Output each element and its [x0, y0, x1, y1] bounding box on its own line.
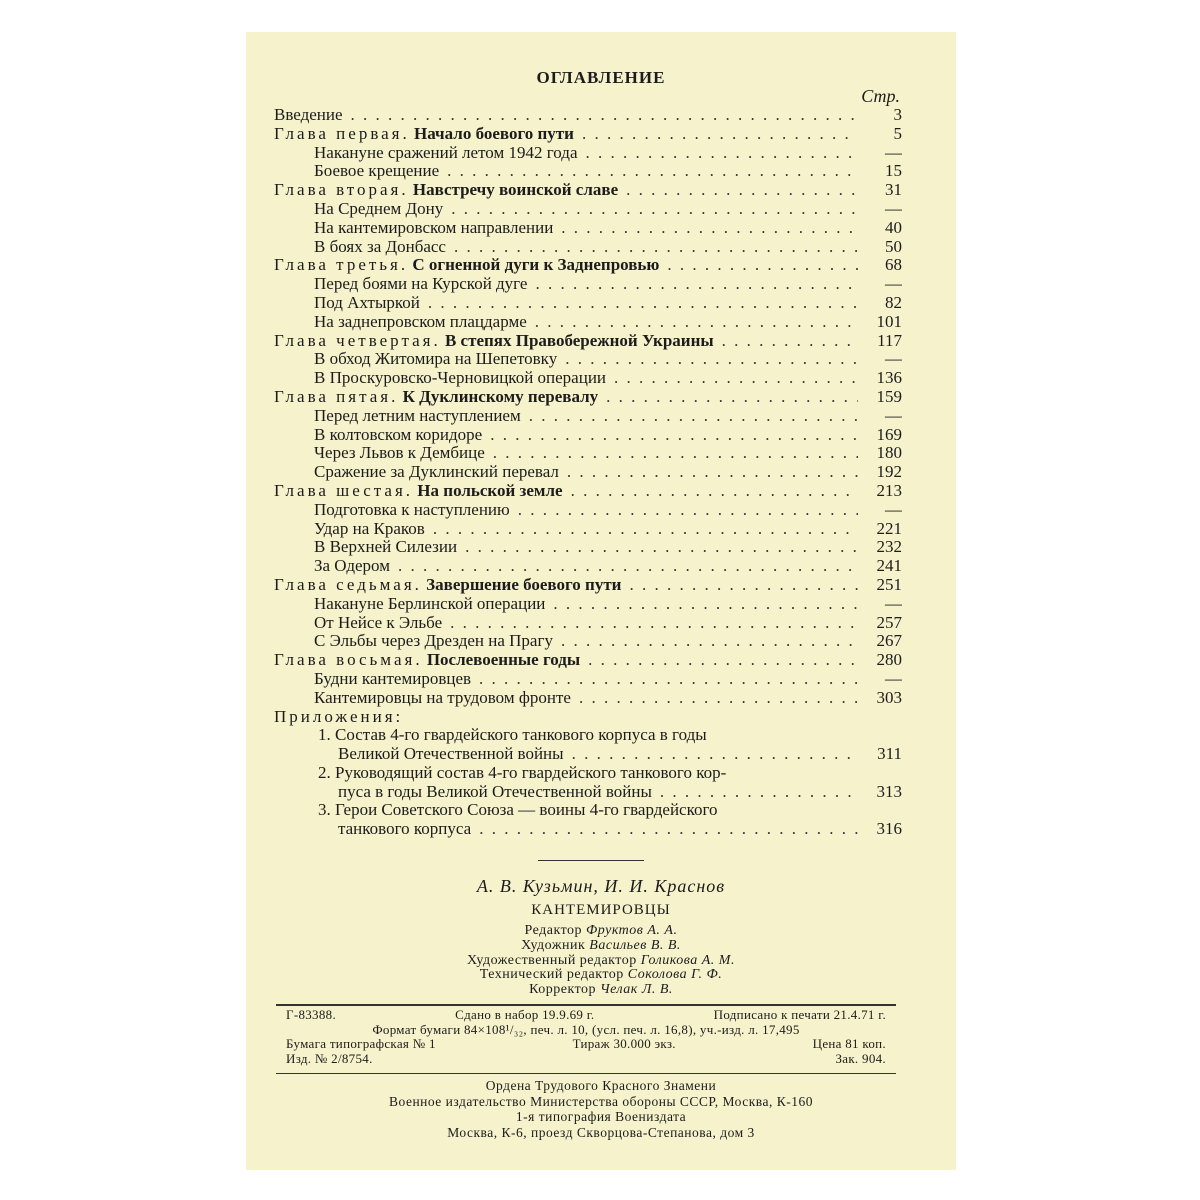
toc-entry — [274, 482, 902, 501]
page-number: 31 — [885, 181, 902, 200]
toc-entry-label — [274, 332, 714, 351]
chapter-number: Глава третья. — [274, 256, 409, 275]
leader-dots — [606, 369, 858, 388]
chapter-title: Начало боевого пути — [414, 124, 574, 143]
imprint-line — [286, 1052, 886, 1067]
appendix-title: танкового корпуса — [338, 820, 472, 839]
page-number: 3 — [893, 106, 902, 124]
toc-entry — [274, 238, 902, 257]
leader-dots — [559, 463, 858, 482]
page-number: 213 — [876, 481, 902, 500]
section-title: В боях за Донбасс — [314, 237, 446, 256]
leader-dots — [482, 426, 858, 445]
imprint-field: Зак. 904. — [835, 1050, 886, 1066]
credit-line — [396, 983, 806, 998]
page-number: 40 — [885, 218, 902, 237]
leader-dots — [390, 557, 858, 576]
page-number: 180 — [876, 444, 902, 463]
toc-entry — [274, 294, 902, 313]
toc-entry-label — [274, 219, 553, 238]
page-number: 316 — [876, 820, 902, 839]
toc-entry — [274, 426, 902, 445]
leader-dots — [553, 632, 858, 651]
toc-entry-label — [274, 200, 443, 219]
section-title: В Верхней Силезии — [314, 538, 458, 557]
toc-entry-label — [274, 463, 559, 482]
toc-entry-label — [274, 557, 390, 576]
page-number: 257 — [876, 613, 902, 632]
toc-entry — [274, 670, 902, 689]
section-title: Сражение за Дуклинский перевал — [314, 463, 559, 482]
imprint-field: Цена 81 коп. — [812, 1036, 886, 1051]
credit-name: Васильев В. В. — [589, 937, 681, 953]
toc-entry — [274, 501, 902, 520]
toc-entry — [274, 256, 902, 275]
toc-entry-label — [274, 595, 545, 614]
toc-entry — [274, 200, 902, 219]
book-page — [246, 32, 956, 1170]
divider — [276, 1004, 896, 1006]
page-number: — — [885, 350, 902, 369]
toc-entry-label — [274, 313, 527, 332]
imprint-field: Формат бумаги 84×108¹/₃₂, печ. л. 10, (усл. печ. л. 16,8), уч.-изд. л. 17,495 — [372, 1021, 800, 1037]
toc-entry — [274, 388, 902, 407]
section-title: Через Львов к Дембице — [314, 444, 485, 463]
toc-entry-label — [274, 651, 580, 670]
leader-dots — [446, 238, 858, 257]
appendix-title: пуса в годы Великой Отечественной войны — [338, 782, 652, 801]
section-title: На Среднем Дону — [314, 199, 444, 218]
toc-entry-label — [274, 576, 621, 595]
toc-entry — [274, 219, 902, 238]
appendix-title: 1. Состав 4-го гвардейского танкового корпуса в годы — [318, 726, 707, 745]
toc-entry — [274, 595, 902, 614]
printer-line: Ордена Трудового Красного Знамени — [485, 1078, 717, 1093]
leader-dots — [471, 820, 858, 839]
section-title: На заднепровском плацдарме — [314, 312, 527, 331]
toc-entry — [274, 275, 902, 294]
toc-entry — [274, 538, 902, 557]
toc-entry-label — [274, 689, 571, 708]
printer-line: Москва, К-6, проезд Скворцова-Степанова, дом 3 — [447, 1124, 755, 1140]
toc-entry-label — [274, 106, 343, 125]
toc-entry — [274, 181, 902, 200]
section-title: Кантемировцы на трудовом фронте — [314, 688, 571, 707]
chapter-title: На польской земле — [417, 481, 563, 500]
toc-entry — [274, 407, 902, 426]
imprint-line — [286, 1037, 886, 1052]
toc-entry — [274, 520, 902, 539]
page-number: — — [885, 500, 902, 519]
credit-line — [396, 954, 806, 969]
leader-dots — [553, 219, 858, 238]
printer-line: 1-я типография Воениздата — [515, 1109, 687, 1124]
toc-entry-label — [274, 482, 563, 501]
leader-dots — [580, 651, 858, 670]
toc-entry-label — [274, 238, 446, 257]
section-title: В обход Житомира на Шепетовку — [314, 350, 558, 369]
leader-dots — [659, 256, 858, 275]
page-number: 251 — [876, 575, 902, 594]
credit-line — [396, 968, 806, 983]
page-number: 136 — [876, 369, 902, 388]
imprint-field: Подписано к печати 21.4.71 г. — [713, 1007, 886, 1022]
toc-entry-label — [274, 369, 606, 388]
chapter-number: Глава четвертая. — [274, 331, 441, 350]
table-of-contents — [274, 106, 902, 839]
toc-entry — [274, 444, 902, 463]
page-number: 280 — [876, 651, 902, 670]
chapter-number: Глава седьмая. — [274, 575, 422, 594]
leader-dots — [527, 275, 858, 294]
imprint — [286, 1008, 886, 1066]
toc-entry-label — [274, 144, 577, 163]
toc-entry-label — [274, 181, 618, 200]
leader-dots — [442, 614, 858, 633]
divider — [276, 1073, 896, 1074]
section-title: Перед летним наступлением — [314, 406, 521, 425]
leader-dots — [443, 200, 858, 219]
toc-entry — [274, 369, 902, 388]
leader-dots — [618, 181, 858, 200]
appendix-entry — [274, 745, 902, 764]
credit-role: Технический редактор — [479, 967, 624, 983]
section-title: Перед боями на Курской дуге — [314, 275, 528, 294]
page-number: 159 — [876, 387, 902, 406]
page-number: 267 — [876, 632, 902, 651]
toc-entry-label — [274, 125, 574, 144]
section-title: В Проскуровско-Черновицкой операции — [314, 369, 607, 388]
credit-name: Голикова А. М. — [640, 952, 735, 968]
section-title: За Одером — [314, 557, 390, 576]
appendix-entry — [274, 783, 902, 802]
page-number: 5 — [893, 124, 902, 143]
section-title: На кантемировском направлении — [314, 218, 554, 237]
toc-entry — [274, 313, 902, 332]
leader-dots — [521, 407, 858, 426]
leader-dots — [471, 670, 858, 689]
toc-entry-label — [274, 162, 439, 181]
page-number: 192 — [876, 463, 902, 482]
page-number: 15 — [885, 162, 902, 181]
leader-dots — [545, 595, 858, 614]
chapter-title: С огненной дуги к Заднепровью — [412, 256, 660, 275]
leader-dots — [425, 520, 858, 539]
page-number: 221 — [876, 519, 902, 538]
section-title: Подготовка к наступлению — [314, 500, 510, 519]
credit-line — [396, 924, 806, 939]
page-number: 101 — [876, 312, 902, 331]
leader-dots — [577, 144, 858, 163]
leader-dots — [343, 106, 858, 125]
leader-dots — [439, 162, 858, 181]
toc-entry-label — [274, 350, 557, 369]
credit-name: Челак Л. В. — [600, 982, 673, 998]
chapter-title: Навстречу воинской славе — [412, 181, 619, 200]
credit-line — [396, 939, 806, 954]
toc-entry — [274, 651, 902, 670]
toc-entry — [274, 144, 902, 163]
leader-dots — [598, 388, 858, 407]
book-title: КАНТЕМИРОВЦЫ — [531, 902, 671, 918]
imprint-field: Тираж 30.000 экз. — [572, 1036, 676, 1051]
toc-entry-label — [274, 294, 420, 313]
section-title: Накануне сражений летом 1942 года — [314, 143, 578, 162]
credit-role: Художник — [521, 937, 586, 953]
page-number: — — [885, 594, 902, 613]
appendix-entry — [274, 764, 902, 783]
credit-name: Фруктов А. А. — [586, 923, 678, 938]
section-title: Введение — [274, 106, 343, 124]
chapter-number: Глава шестая. — [274, 481, 414, 500]
chapter-title: К Дуклинскому перевалу — [402, 387, 599, 406]
section-title: Под Ахтыркой — [314, 293, 420, 312]
imprint-field: Г-83388. — [286, 1007, 336, 1022]
credit-name: Соколова Г. Ф. — [627, 967, 723, 983]
toc-entry-label — [274, 444, 485, 463]
section-title: Удар на Краков — [314, 519, 425, 538]
leader-dots — [563, 482, 858, 501]
toc-entry — [274, 557, 902, 576]
section-title: От Нейсе к Эльбе — [314, 613, 443, 632]
page-number: 117 — [877, 331, 902, 350]
imprint-field: Изд. № 2/8754. — [286, 1050, 373, 1066]
appendix-label: Приложения: — [274, 707, 404, 726]
divider — [538, 860, 644, 861]
chapter-number: Глава первая. — [274, 124, 410, 143]
credit-role: Художественный редактор — [467, 952, 637, 968]
toc-entry-label — [274, 407, 521, 426]
toc-entry — [274, 350, 902, 369]
appendix-title: 2. Руководящий состав 4-го гвардейского танкового кор- — [318, 763, 727, 782]
appendix-entry — [274, 726, 902, 745]
toc-entry — [274, 632, 902, 651]
leader-dots — [574, 125, 858, 144]
chapter-number: Глава восьмая. — [274, 651, 423, 670]
toc-entry — [274, 106, 902, 125]
page-column-label: Стр. — [861, 86, 900, 106]
toc-entry — [274, 332, 902, 351]
toc-entry-label — [274, 388, 598, 407]
toc-entry-label — [274, 670, 471, 689]
toc-entry-label — [274, 275, 527, 294]
appendix-heading — [274, 708, 902, 727]
authors: А. В. Кузьмин, И. И. Краснов — [476, 876, 726, 896]
toc-entry — [274, 463, 902, 482]
page-number: — — [885, 669, 902, 688]
credit-role: Корректор — [529, 982, 597, 998]
toc-entry — [274, 125, 902, 144]
imprint-line — [286, 1008, 886, 1023]
toc-entry-label — [274, 501, 510, 520]
toc-entry — [274, 614, 902, 633]
appendix-entry — [274, 801, 902, 820]
toc-entry — [274, 576, 902, 595]
printer-info — [246, 1078, 956, 1140]
chapter-title: Завершение боевого пути — [426, 575, 622, 594]
leader-dots — [621, 576, 858, 595]
appendix-title: 3. Герои Советского Союза — воины 4-го гвардейского — [318, 801, 718, 820]
section-title: С Эльбы через Дрезден на Прагу — [314, 632, 553, 651]
leader-dots — [420, 294, 858, 313]
page-number: 68 — [885, 256, 902, 275]
section-title: Боевое крещение — [314, 162, 440, 181]
page-number: 82 — [885, 293, 902, 312]
leader-dots — [557, 350, 858, 369]
page-number: 50 — [885, 237, 902, 256]
page-number: 313 — [876, 782, 902, 801]
leader-dots — [510, 501, 858, 520]
leader-dots — [527, 313, 858, 332]
chapter-title: В степях Правобережной Украины — [444, 331, 714, 350]
page-number: — — [885, 199, 902, 218]
toc-entry-label — [274, 614, 442, 633]
toc-entry-label — [274, 520, 425, 539]
leader-dots — [714, 332, 858, 351]
leader-dots — [564, 745, 858, 764]
chapter-number: Глава пятая. — [274, 387, 399, 406]
imprint-field: Сдано в набор 19.9.69 г. — [455, 1007, 595, 1022]
toc-entry-label — [274, 256, 659, 275]
page-number: 241 — [876, 557, 902, 576]
section-title: Накануне Берлинской операции — [314, 594, 546, 613]
toc-entry — [274, 162, 902, 181]
toc-entry-label — [274, 632, 553, 651]
page-number: 303 — [876, 688, 902, 707]
toc-heading: ОГЛАВЛЕНИЕ — [536, 68, 666, 87]
credits — [396, 924, 806, 998]
credit-role: Редактор — [524, 923, 583, 938]
toc-entry — [274, 689, 902, 708]
printer-line: Военное издательство Министерства обороны СССР, Москва, К-160 — [389, 1093, 813, 1109]
page-number: 311 — [877, 745, 902, 764]
page-number: 232 — [876, 538, 902, 557]
imprint-field: Бумага типографская № 1 — [286, 1036, 436, 1051]
page-number: — — [885, 275, 902, 294]
imprint-line — [286, 1023, 886, 1038]
chapter-title: Послевоенные годы — [426, 651, 581, 670]
page-number: — — [885, 406, 902, 425]
leader-dots — [457, 538, 858, 557]
toc-entry-label — [274, 538, 457, 557]
page-number: 169 — [876, 425, 902, 444]
section-title: Будни кантемировцев — [314, 669, 472, 688]
appendix-title: Великой Отечественной войны — [338, 745, 564, 764]
leader-dots — [571, 689, 858, 708]
toc-entry-label — [274, 426, 482, 445]
chapter-number: Глава вторая. — [274, 181, 409, 200]
page-number: — — [885, 143, 902, 162]
section-title: В колтовском коридоре — [314, 425, 483, 444]
leader-dots — [485, 444, 858, 463]
appendix-entry — [274, 820, 902, 839]
leader-dots — [652, 783, 858, 802]
